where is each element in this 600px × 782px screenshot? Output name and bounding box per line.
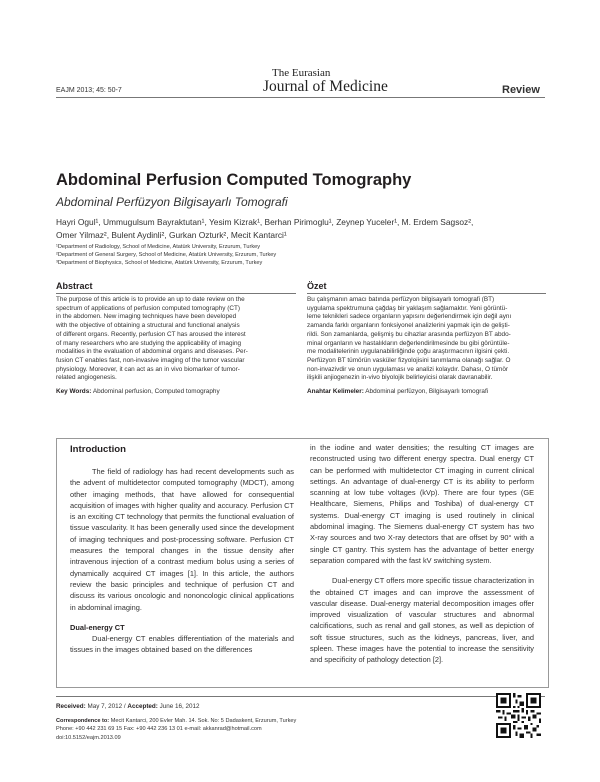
qr-code-icon [496, 693, 541, 738]
ozet-rule [307, 293, 546, 294]
correspondence-block [56, 717, 456, 742]
ozet-line: zamanda farklı organların fonksiyonel analizlerini yapmak için de gelişti- [307, 322, 510, 330]
dual-energy-heading: Dual-energy CT [70, 622, 125, 632]
affiliation-2: ²Department of General Surgery, School of Medicine, Atatürk University, Erzurum, Turkey [56, 252, 277, 258]
ozet-line: non-invazivdir ve onun uygulaması ve analizi kolaydır. Dahası, O tümör [307, 365, 509, 373]
anahtar-kelimeler-value: Abdominal perfüzyon, Bilgisayarlı tomografi [365, 388, 489, 395]
journal-name-line2: Journal of Medicine [263, 78, 388, 95]
received-date: May 7, 2012 [87, 703, 123, 710]
ozet-line: Perfüzyon BT tümörün vasküler fizyolojisini tanımlama olanağı sağlar. O [307, 356, 511, 364]
ozet-line: leme teknikleri sadece organların yapısını değerlendirmek için değil aynı [307, 313, 512, 321]
accepted-date: June 16, 2012 [159, 703, 200, 710]
header-rule [56, 97, 545, 98]
abstract-line: fusion CT enables fast, non-invasive imaging of the tumor vascular [56, 356, 245, 364]
keywords-value: Abdominal perfusion, Computed tomography [92, 388, 220, 395]
authors-line-1: Hayri Ogul¹, Ummugulsum Bayraktutan¹, Yesim Kizrak¹, Berhan Pirimoglu¹, Zeynep Yuceler¹, M. Erdem Sagsoz², [56, 217, 474, 227]
ozet-heading: Özet [307, 281, 327, 291]
received-line: Received: May 7, 2012 / Accepted: June 16, 2012 [56, 703, 200, 710]
authors-line-2: Omer Yilmaz², Bulent Aydinli², Gurkan Ozturk², Mecit Kantarci¹ [56, 230, 287, 240]
footer-rule [56, 696, 545, 697]
ozet-line: Bu çalışmanın amacı batında perfüzyon bilgisayarlı tomografi (BT) [307, 296, 495, 303]
affiliation-3: ³Department of Biophysics, School of Medicine, Atatürk University, Erzurum, Turkey [56, 260, 263, 266]
abstract-heading: Abstract [56, 281, 93, 291]
correspondence-label: Correspondence to: [56, 718, 110, 724]
abstract-text [56, 296, 296, 383]
abstract-line: The purpose of this article is to provide an up to date review on the [56, 296, 245, 303]
abstract-keywords [56, 388, 220, 395]
abstract-line: physiology. Moreover, it can act as an in vivo biomarker of tumor- [56, 365, 240, 373]
received-label: Received: [56, 703, 86, 710]
abstract-line: in the abdomen. New imaging techniques have been developed [56, 313, 237, 321]
correspondence-address: Mecit Kantarci, 200 Evler Mah. 14. Sok. No: 5 Dadaskent, Erzurum, Turkey [110, 718, 297, 724]
body-right-column [310, 442, 534, 675]
abstract-rule [56, 293, 296, 294]
anahtar-kelimeler-label: Anahtar Kelimeler: [307, 388, 364, 395]
dual-energy-paragraph: Dual-energy CT enables differentiation of the materials and tissues in the images obtained based on the differences [70, 634, 294, 655]
phone-fax-email: Phone: +90 442 231 69 15 Fax: +90 442 236 13 01 e-mail: akkanrad@hotmail.com [56, 726, 262, 733]
abstract-line: with the objective of obtaining a structural and functional analysis [56, 322, 240, 330]
ozet-line: me modalitelerinin uygulanabilirliğinde çoğu araştırmacının ilgisini çekti. [307, 348, 510, 356]
body-left-column [70, 466, 294, 665]
journal-citation: EAJM 2013; 45: 50-7 [56, 87, 122, 94]
section-label: Review [502, 84, 540, 96]
journal-name-line1: The Eurasian [272, 67, 331, 79]
accepted-label: Accepted: [127, 703, 158, 710]
correspondence-line [56, 717, 456, 725]
author-list [56, 216, 546, 242]
keywords-label: Key Words: [56, 388, 92, 395]
doi: doi:10.5152/eajm.2013.09 [56, 734, 121, 741]
ozet-keywords [307, 388, 488, 395]
abstract-line: modalities in the evaluation of abdominal organs and diseases. Per- [56, 348, 248, 356]
ozet-text [307, 296, 546, 383]
ozet-line: ilişkili anjiogenezin in-vivo biyolojik belirleyicisi olarak davranabilir. [307, 374, 493, 382]
introduction-heading: Introduction [70, 444, 126, 455]
affiliation-1: ¹Department of Radiology, School of Medicine, Atatürk University, Erzurum, Turkey [56, 244, 261, 250]
right-paragraph-2: Dual-energy CT offers more specific tissue characterization in the obtained CT images and can improve the assessment of vascular disease. Dual-energy material decomposition images offer improved visualization of vascular structures and abnormal calcifications, such as renal and gall stones, as well as depiction of soft tissue structures, such as the kidneys, pancreas, liver, and spleen. These images have the potential to increase the sensitivity and specificity of pathology detection [2]. [310, 576, 534, 665]
abstract-line: of many researchers who are studying the applicability of imaging [56, 339, 242, 347]
intro-paragraph: The field of radiology has had recent developments such as the advent of multidetector computed tomography (MDCT), among other imaging methods, that have allowed for consequential acquisition of images with higher quality and accuracy. Perfusion CT is an exciting CT technology that permits the functional evaluation of tissue vascularity. It has been generally used since the development of imaging techniques and post-processing software. Perfusion CT measures the temporal changes in the tissue density after intravenous injection of a contrast medium bolus using a series of dynamically acquired CT images [1]. In this article, the authors review the basic principles and technique of perfusion CT and discuss its various oncologic and nononcologic clinical applications in abdominal imaging. [70, 467, 294, 612]
abstract-line: related angiogenesis. [56, 374, 117, 382]
article-subtitle: Abdominal Perfüzyon Bilgisayarlı Tomografi [56, 195, 288, 209]
abstract-line: spectrum of applications of perfusion computed tomography (CT) [56, 304, 240, 312]
article-title: Abdominal Perfusion Computed Tomography [56, 171, 412, 189]
ozet-line: rildi. Son zamanlarda, gelişmiş bu cihazlar arasında perfüzyon BT abdo- [307, 330, 511, 338]
ozet-line: uygulama spektrumuna çağdaş bir yaklaşım sağlamaktır. Yeni görüntü- [307, 304, 508, 312]
abstract-line: of different organs. Recently, perfusion CT has aroused the interest [56, 330, 246, 338]
ozet-line: minal organların ve hastalıkların değerlendirilmesinde bu gibi görüntüle- [307, 339, 510, 347]
right-paragraph-1: in the iodine and water densities; the resulting CT images are reconstructed using two different energy spectra. Dual energy CT can be performed with multidetector CT imaging in current clinical settings. An advantage of dual-energy CT is its ability to perform scanning at low tube voltages (kVp). There are four types (GE Healthcare, Siemens, Philips and Toshiba) of dual-energy CT systems. Dual-energy CT imaging is used routinely in clinical abdominal imaging. The Siemens dual-energy CT system has two X-ray sources and two X-ray detectors that are offset by 90° with a single CT gantry. This system has the advantage of better energy separation compared with the fast kV switching system. [310, 443, 534, 565]
